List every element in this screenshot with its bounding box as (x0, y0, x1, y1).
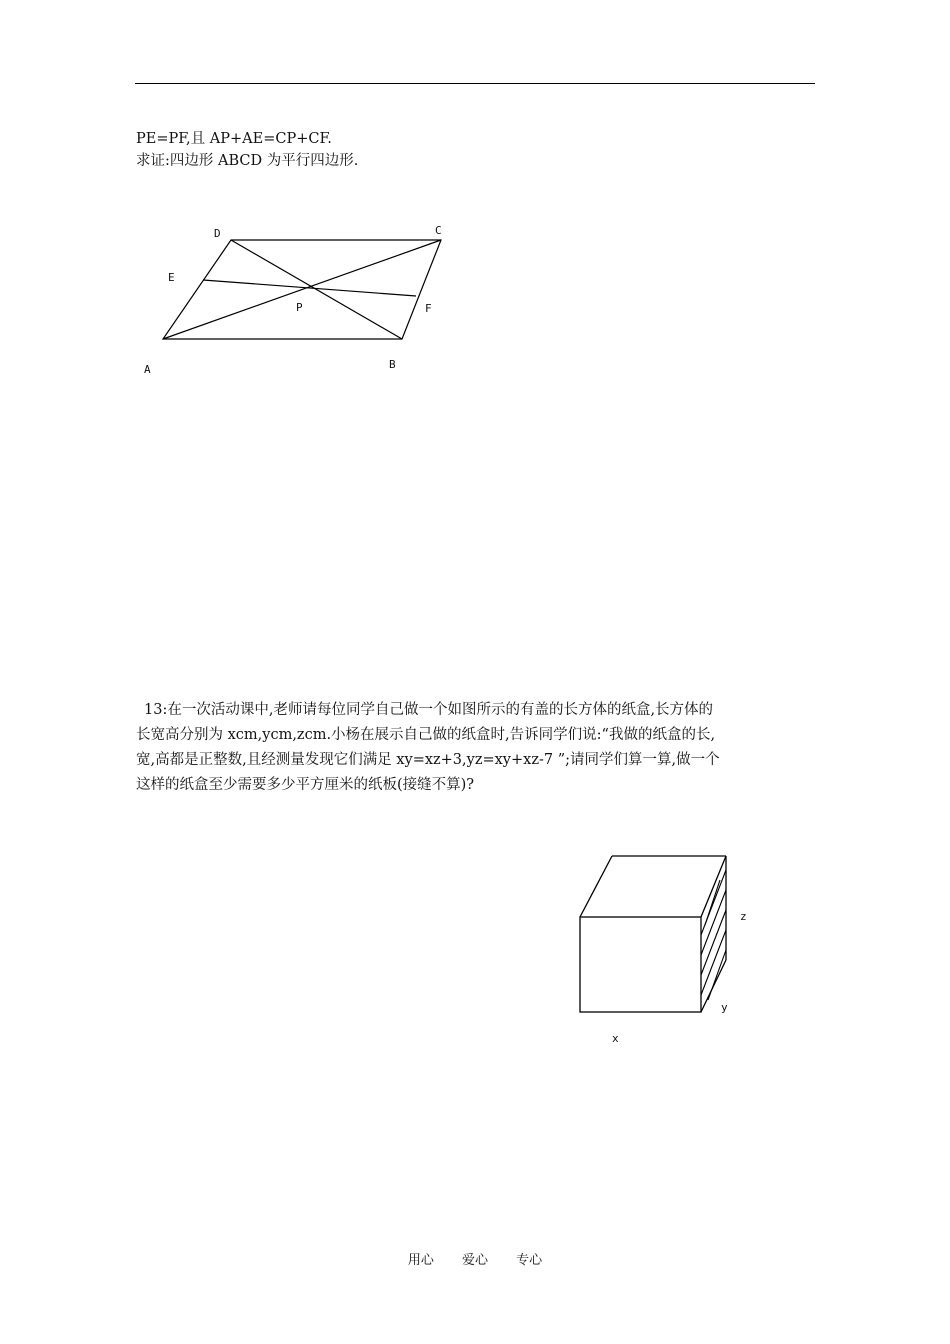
label-y: y (721, 1001, 728, 1014)
problem-13-line-2: 长宽高分别为 xcm,ycm,zcm.小杨在展示自己做的纸盒时,告诉同学们说:“我做的纸盒的长, (136, 727, 716, 743)
box-top-right-edge (701, 856, 726, 917)
footer-item-1: 用心 (407, 1253, 434, 1268)
box-figure (580, 856, 726, 1012)
label-f: F (425, 302, 432, 315)
problem-13-line-3: 宽,高都是正整数,且经测量发现它们满足 xy=xz+3,yz=xy+xz-7 ”;请同学们算一算,做一个 (136, 752, 720, 768)
label-c: C (435, 224, 442, 237)
footer-item-3: 专心 (516, 1253, 543, 1268)
box-top-left-edge (580, 856, 612, 917)
page-footer (0, 1249, 950, 1268)
problem-12-condition: PE=PF,且 AP+AE=CP+CF. (136, 131, 332, 147)
label-e: E (168, 271, 175, 284)
problem-12-prove-statement: 求证:四边形 ABCD 为平行四边形. (136, 153, 359, 169)
label-a: A (144, 363, 151, 376)
label-z: z (740, 910, 747, 923)
problem-13-line-4: 这样的纸盒至少需要多少平方厘米的纸板(接缝不算)? (136, 777, 475, 793)
label-x: x (612, 1032, 619, 1045)
label-b: B (389, 358, 396, 371)
problem-13 (136, 698, 816, 798)
box-front-face (580, 917, 701, 1012)
diagonal-bd (231, 240, 402, 339)
footer-item-2: 爱心 (461, 1253, 488, 1268)
segment-ef (203, 280, 416, 296)
box-side-hatching (701, 870, 726, 1000)
problem-13-line-1: 13:在一次活动课中,老师请每位同学自己做一个如图所示的有盖的长方体的纸盒,长方体的 (144, 702, 714, 718)
label-p: P (296, 301, 303, 314)
label-d: D (214, 227, 221, 240)
diagonal-ac (163, 240, 441, 339)
